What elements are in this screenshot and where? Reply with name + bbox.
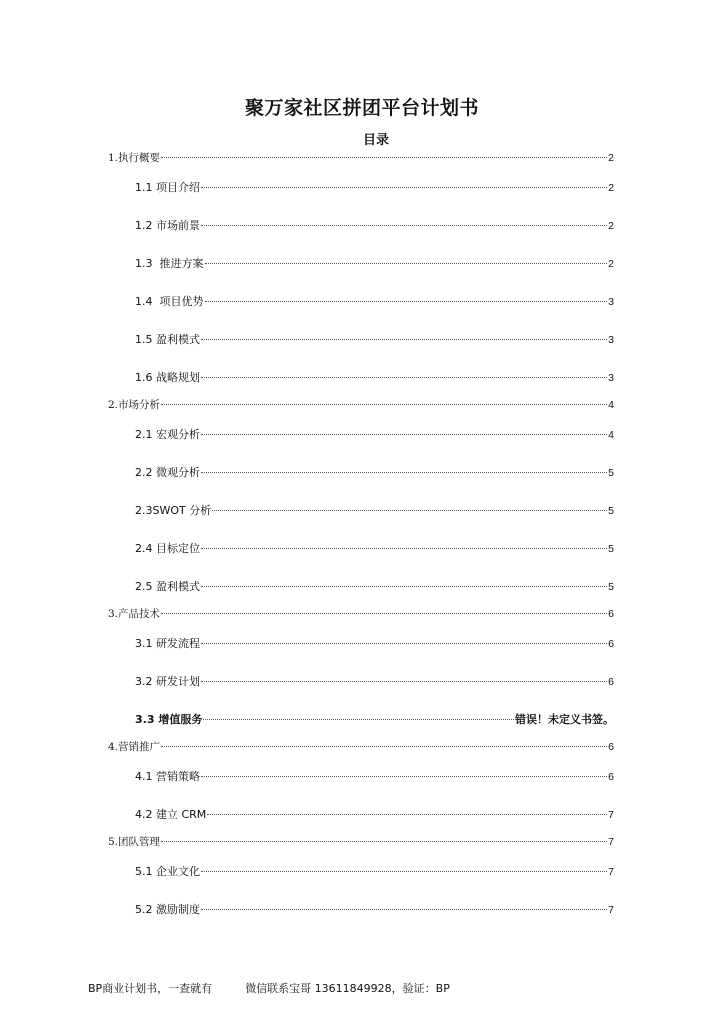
toc-entry-1-6[interactable] [135,369,614,385]
toc-leader [161,613,607,614]
toc-leader [161,157,607,158]
toc-entry-page: 6 [608,741,614,753]
toc-entry-label: 2.2 微观分析 [135,466,200,479]
toc-entry-1-3[interactable] [135,255,614,271]
toc-entry-label: 1.6 战略规划 [135,371,200,384]
toc-leader [207,814,607,815]
toc-entry-label: 5.1 企业文化 [135,865,200,878]
document-title: 聚万家社区拼团平台计划书 [244,97,479,119]
page-footer [88,980,450,996]
toc-leader [201,434,607,435]
toc-leader [201,472,607,473]
toc-entry-label: 4.1 营销策略 [135,770,200,783]
toc-entry-4-1[interactable] [135,768,614,784]
toc-entry-label: 2.5 盈利模式 [135,580,200,593]
toc-entry-error: 错误！未定义书签。 [515,714,614,726]
toc-entry-2-5[interactable] [135,578,614,594]
toc-entry-page: 5 [608,581,614,593]
toc-entry-page: 7 [608,904,614,916]
toc-entry-label: 1.2 市场前景 [135,219,200,232]
toc-entry-label: 1.执行概要 [108,152,161,164]
toc-entry-label: 3.产品技术 [108,608,161,620]
footer-contact-text: 微信联系宝哥 13611849928，验证：BP [245,982,450,995]
toc-entry-5[interactable] [108,834,614,850]
toc-entry-page: 6 [608,638,614,650]
toc-entry-label: 1.3 推进方案 [135,257,204,270]
toc-entry-label: 4.营销推广 [108,741,161,753]
footer-left-text: BP商业计划书，一查就有 [88,982,213,995]
toc-entry-page: 7 [608,836,614,848]
toc-entry-page: 6 [608,676,614,688]
toc-entry-page: 5 [608,467,614,479]
toc-entry-label: 2.4 目标定位 [135,542,200,555]
toc-leader [201,871,607,872]
toc-leader [205,263,608,264]
toc-leader [201,643,607,644]
toc-entry-4[interactable] [108,739,614,755]
toc-entry-2-1[interactable] [135,426,614,442]
toc-entry-3[interactable] [108,606,614,622]
toc-entry-page: 2 [608,220,614,232]
toc-leader [161,746,607,747]
toc-leader [201,909,607,910]
toc-leader [201,548,607,549]
toc-entry-1-2[interactable] [135,217,614,233]
toc-leader [161,404,607,405]
toc-leader [161,841,607,842]
toc-entry-1-4[interactable] [135,293,614,309]
toc-leader [212,510,607,511]
toc-leader [201,339,607,340]
toc-entry-page: 7 [608,866,614,878]
toc-entry-label: 1.1 项目介绍 [135,181,200,194]
toc-entry-page: 4 [608,399,614,411]
toc-entry-page: 6 [608,771,614,783]
toc-entry-label: 1.5 盈利模式 [135,333,200,346]
toc-entry-label: 5.2 激励制度 [135,903,200,916]
toc-entry-2-2[interactable] [135,464,614,480]
toc-entry-3-1[interactable] [135,635,614,651]
toc-entry-page: 5 [608,505,614,517]
toc-entry-1[interactable] [108,150,614,166]
toc-entry-2-4[interactable] [135,540,614,556]
toc-entry-label: 3.1 研发流程 [135,637,200,650]
toc-leader [205,301,608,302]
toc-entry-1-5[interactable] [135,331,614,347]
toc-leader [201,776,607,777]
toc-leader [201,586,607,587]
toc-entry-page: 7 [608,809,614,821]
toc-entry-label: 2.1 宏观分析 [135,428,200,441]
toc-entry-5-2[interactable] [135,901,614,917]
toc-entry-3-3[interactable] [135,711,614,727]
toc-entry-page: 4 [608,429,614,441]
toc-entry-1-1[interactable] [135,179,614,195]
toc-entry-label: 3.2 研发计划 [135,675,200,688]
toc-entry-page: 3 [608,372,614,384]
toc-leader [201,377,607,378]
toc-entry-page: 3 [608,296,614,308]
toc-entry-4-2[interactable] [135,806,614,822]
toc-entry-page: 2 [608,258,614,270]
toc-entry-2-3[interactable] [135,502,614,518]
toc-entry-label: 4.2 建立 CRM [135,808,207,821]
toc-leader [201,187,607,188]
toc-entry-label: 2.市场分析 [108,399,161,411]
toc-entry-page: 3 [608,334,614,346]
toc-entry-label: 2.3SWOT 分析 [135,504,212,517]
toc-entry-page: 2 [608,152,614,164]
toc-entry-page: 6 [608,608,614,620]
toc-leader [201,225,607,226]
toc-entry-label: 1.4 项目优势 [135,295,204,308]
toc-leader [201,681,607,682]
toc-entry-2[interactable] [108,397,614,413]
toc-entry-page: 5 [608,543,614,555]
toc-entry-page: 2 [608,182,614,194]
toc-leader [203,719,514,720]
toc-heading: 目录 [362,133,389,148]
toc-entry-5-1[interactable] [135,863,614,879]
toc-entry-3-2[interactable] [135,673,614,689]
toc-entry-label: 3.3 增值服务 [135,713,203,726]
toc-entry-label: 5.团队管理 [108,836,161,848]
